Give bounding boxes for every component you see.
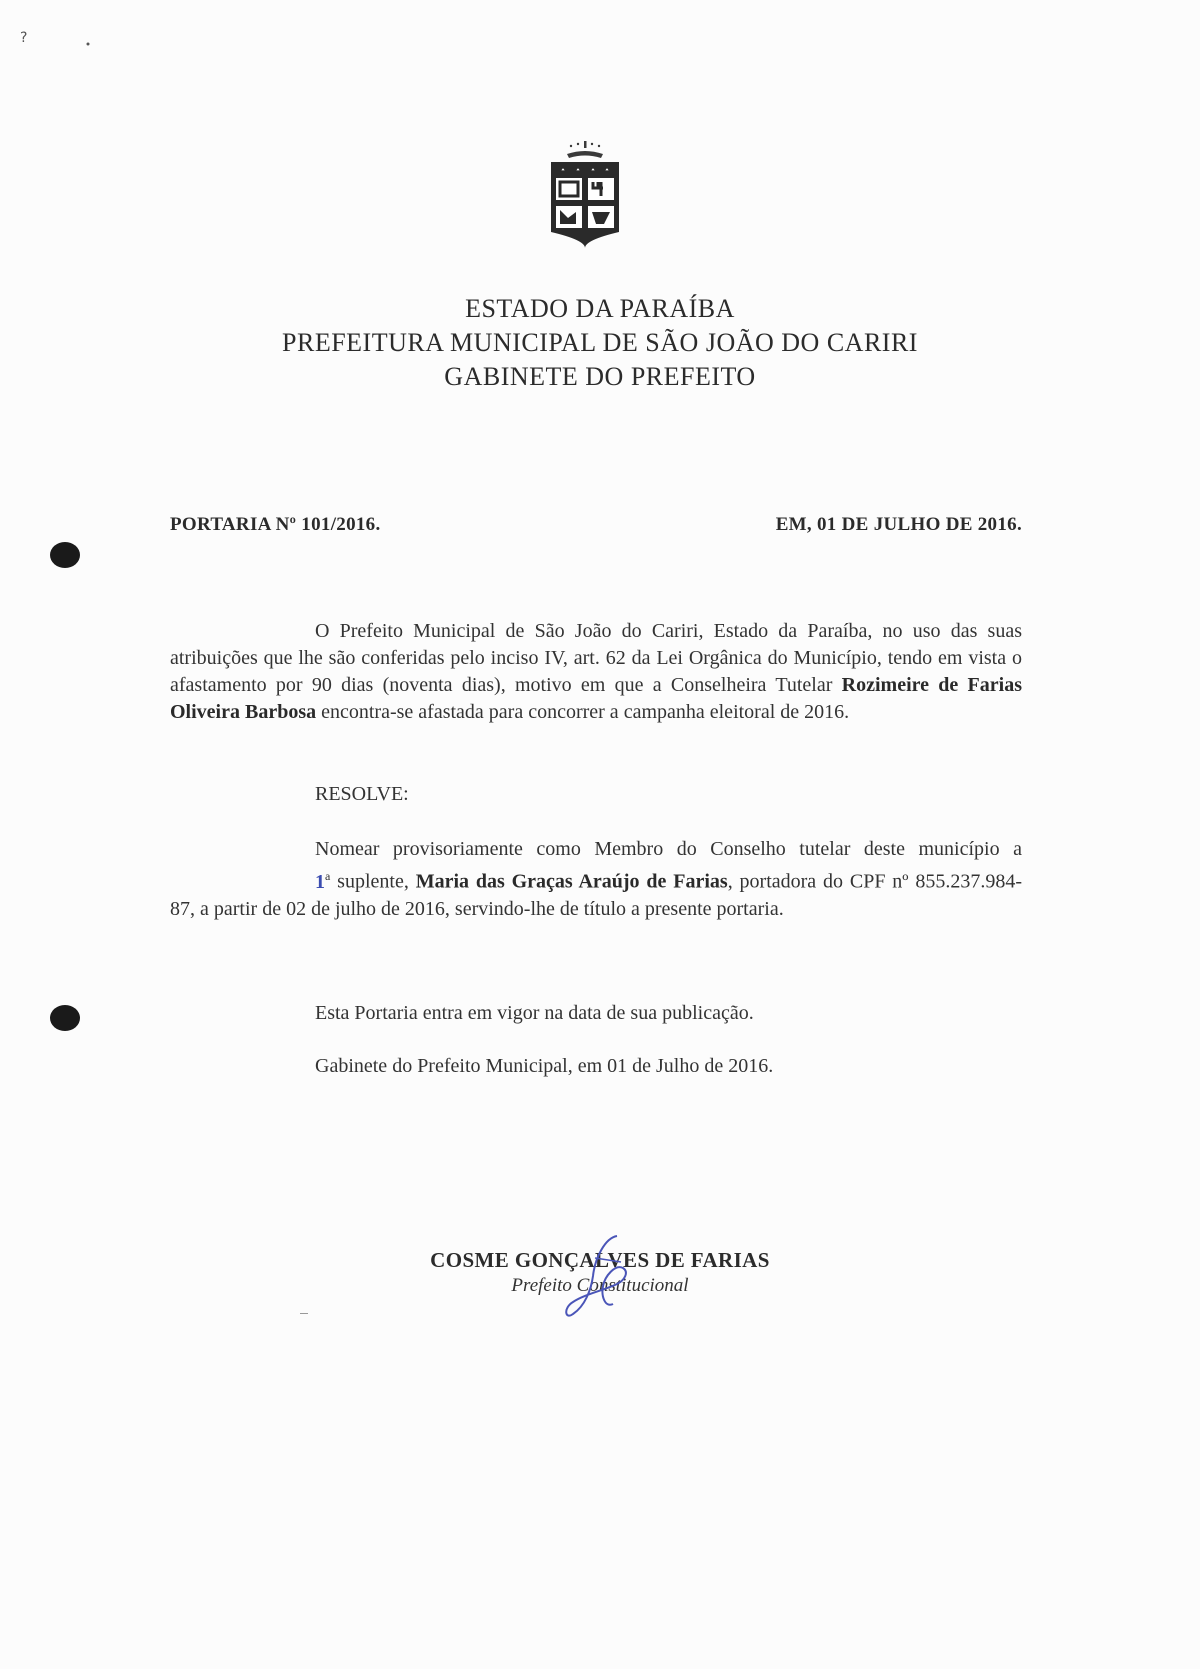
resolve-heading: RESOLVE:	[315, 783, 409, 805]
appointment-text-end: , portadora do CPF nº 855.237.984-87, a partir de 02 de julho de 2016, servindo-lhe de título a presente portaria.	[170, 870, 1023, 920]
municipal-coat-of-arms-icon	[545, 140, 625, 252]
appointment-text-start: Nomear provisoriamente como Membro do Conselho tutelar deste município a	[315, 838, 1022, 860]
preamble-paragraph	[170, 618, 1022, 726]
svg-text:?: ?	[20, 30, 28, 46]
preamble-text-start: O Prefeito Municipal de São João do Cariri, Estado da Paraíba, no uso das suas atribuições que lhe são conferidas pelo inciso IV, art. 62 da Lei Orgânica do Município, tendo em vista o afastamento por 90 dias (noventa dias), motivo em que a Conselheira Tutelar	[170, 620, 1022, 696]
handwritten-signature	[555, 1228, 655, 1328]
portaria-number: PORTARIA Nº 101/2016.	[170, 514, 381, 535]
appointment-text-mid: suplente,	[330, 870, 416, 893]
handwritten-ordinal-digit: 1	[315, 870, 325, 893]
appointment-paragraph	[170, 836, 1022, 923]
punch-hole-top	[50, 542, 80, 568]
signatory-title: Prefeito Constitucional	[511, 1275, 689, 1296]
effective-date-clause: Esta Portaria entra em vigor na data de sua publicação.	[315, 1002, 754, 1024]
punch-hole-bottom	[50, 1005, 80, 1031]
document-date: EM, 01 DE JULHO DE 2016.	[775, 514, 1022, 535]
document-header	[0, 292, 1200, 394]
scan-artifact-mark	[18, 22, 98, 52]
ordinal-suffix: a	[325, 869, 331, 883]
header-office: GABINETE DO PREFEITO	[444, 362, 756, 391]
header-state: ESTADO DA PARAÍBA	[465, 294, 735, 323]
closing-line: Gabinete do Prefeito Municipal, em 01 de Julho de 2016.	[315, 1055, 774, 1077]
preamble-text-end: encontra-se afastada para concorrer a campanha eleitoral de 2016.	[316, 701, 850, 723]
appointee-name: Maria das Graças Araújo de Farias	[415, 870, 728, 893]
header-municipality: PREFEITURA MUNICIPAL DE SÃO JOÃO DO CARIRI	[282, 328, 918, 357]
councilor-name: Rozimeire de Farias Oliveira Barbosa	[170, 674, 1022, 723]
signatory-name: COSME GONÇALVES DE FARIAS	[430, 1248, 770, 1272]
scan-dash-artifact	[300, 1313, 308, 1314]
